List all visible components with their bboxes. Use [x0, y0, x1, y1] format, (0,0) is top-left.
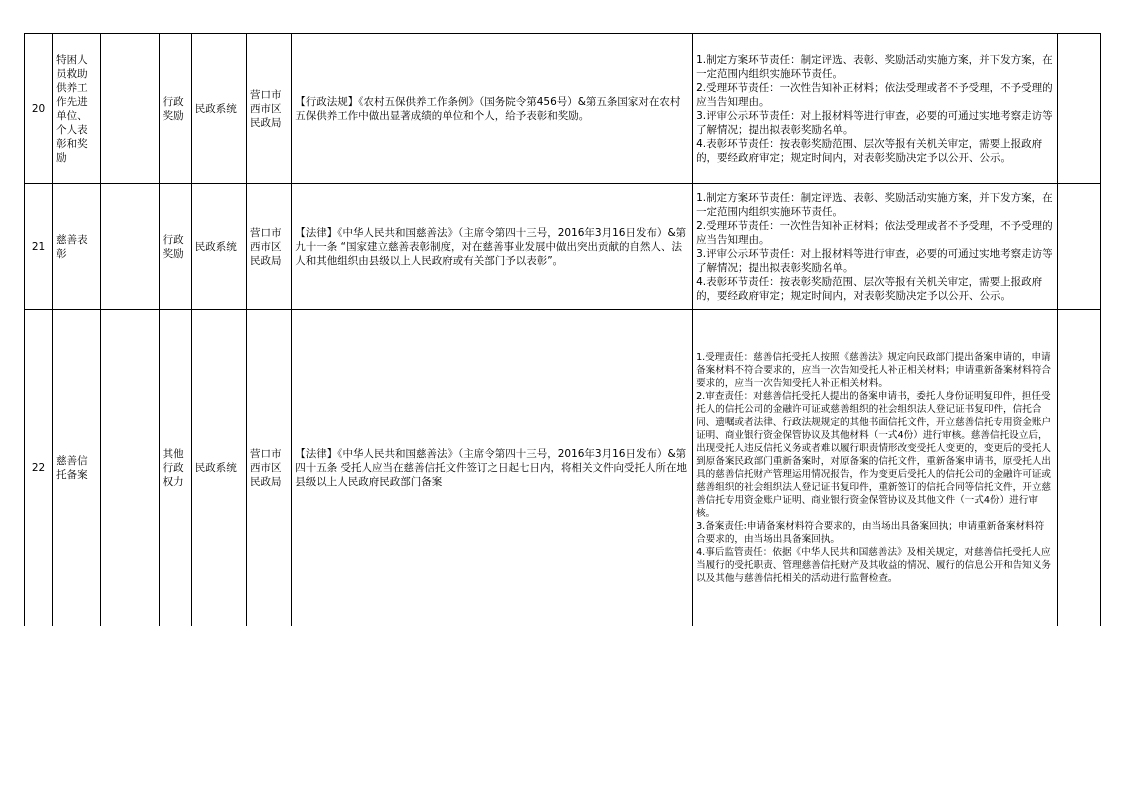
- legal-basis: 【法律】《中华人民共和国慈善法》（主席令第四十三号，2016年3月16日发布）&第四十五条 受托人应当在慈善信托文件签订之日起七日内，将相关文件向受托人所在地县级以上人民政府民政部门备案: [292, 310, 693, 626]
- table-row: [25, 34, 1101, 184]
- row-number: 20: [25, 34, 53, 184]
- duty-item: 4.事后监管责任：依据《中华人民共和国慈善法》及相关规定，对慈善信托受托人应当履行的受托职责、管理慈善信托财产及其收益的情况、履行的信息公开和告知义务以及其他与慈善信托相关的活动进行监督检查。: [696, 546, 1052, 584]
- duty-item: 3.备案责任:申请备案材料符合要求的，由当场出具备案回执；申请重新备案材料符合要求的，由当场出具备案回执。: [696, 520, 1045, 545]
- system-name: 民政系统: [191, 34, 246, 184]
- empty-cell: [1057, 34, 1100, 184]
- duty-item: 1.制定方案环节责任：制定评选、表彰、奖励活动实施方案，并下发方案，在一定范围内组织实施环节责任。: [696, 191, 1053, 218]
- system-name: 民政系统: [191, 184, 246, 310]
- permission-table: [24, 33, 1101, 626]
- empty-cell: [101, 310, 159, 626]
- row-number: 22: [25, 310, 53, 626]
- duty-item: 4.表彰环节责任：按表彰奖励范围、层次等报有关机关审定，需要上报政府的，要经政府审定；规定时间内，对表彰奖励决定予以公开、公示。: [696, 275, 1043, 302]
- duty-item: 3.评审公示环节责任：对上报材料等进行审查，必要的可通过实地考察走访等了解情况；提出拟表彰奖励名单。: [696, 247, 1053, 274]
- department-name: 营口市西市区民政局: [247, 34, 292, 184]
- item-name: 慈善表彰: [53, 184, 101, 310]
- duty-item: 2.受理环节责任：一次性告知补正材料；依法受理或者不予受理，不予受理的应当告知理由。: [696, 219, 1053, 246]
- power-category: 其他行政权力: [159, 310, 191, 626]
- legal-basis: 【行政法规】《农村五保供养工作条例》（国务院令第456号）&第五条国家对在农村五保供养工作中做出显著成绩的单位和个人，给予表彰和奖励。: [292, 34, 693, 184]
- empty-cell: [101, 184, 159, 310]
- empty-cell: [1057, 310, 1100, 626]
- power-category: 行政奖励: [159, 184, 191, 310]
- empty-cell: [101, 34, 159, 184]
- duty-item: 1.受理责任：慈善信托受托人按照《慈善法》规定向民政部门提出备案申请的，申请备案材料不符合要求的，应当一次告知受托人补正相关材料；申请重新备案材料符合要求的，应当一次告知受托人补正相关材料。: [696, 351, 1052, 389]
- row-number: 21: [25, 184, 53, 310]
- duty-list: [693, 34, 1058, 184]
- system-name: 民政系统: [191, 310, 246, 626]
- duty-item: 4.表彰环节责任：按表彰奖励范围、层次等报有关机关审定，需要上报政府的，要经政府审定；规定时间内，对表彰奖励决定予以公开、公示。: [696, 137, 1043, 164]
- duty-list: [693, 184, 1058, 310]
- item-name: 特困人员救助供养工作先进单位、个人表彰和奖励: [53, 34, 101, 184]
- duty-list: [693, 310, 1058, 626]
- duty-item: 2.受理环节责任：一次性告知补正材料；依法受理或者不予受理，不予受理的应当告知理由。: [696, 81, 1053, 108]
- duty-item: 3.评审公示环节责任：对上报材料等进行审查，必要的可通过实地考察走访等了解情况；提出拟表彰奖励名单。: [696, 109, 1053, 136]
- department-name: 营口市西市区民政局: [247, 310, 292, 626]
- department-name: 营口市西市区民政局: [247, 184, 292, 310]
- item-name: 慈善信托备案: [53, 310, 101, 626]
- table-row: [25, 184, 1101, 310]
- duty-item: 2.审查责任：对慈善信托受托人提出的备案申请书，委托人身份证明复印件，担任受托人的信托公司的金融许可证或慈善组织的社会组织法人登记证书复印件，信托合同、遗嘱或者法律、行政法规规定的其他书面信托文件，开立慈善信托专用资金账户证明、商业银行资金保管协议及其他材料（一式4份）进行审核。慈善信托设立后，出现受托人违反信托义务或者难以履行职责情形改变受托人变更的，变更后的受托人到原备案民政部门重新备案时，对原备案的信托文件，重新备案申请书，原受托人出具的慈善信托财产管理运用情况报告，作为变更后受托人的信托公司的金融许可证或慈善组织的社会组织法人登记证书复印件，重新签订的信托合同等信托文件，开立慈善信托专用资金账户证明、商业银行资金保管协议及其他文件（一式4份）进行审核。: [696, 390, 1052, 519]
- empty-cell: [1057, 184, 1100, 310]
- table-row: [25, 310, 1101, 626]
- power-category: 行政奖励: [159, 34, 191, 184]
- duty-item: 1.制定方案环节责任：制定评选、表彰、奖励活动实施方案，并下发方案，在一定范围内组织实施环节责任。: [696, 53, 1053, 80]
- table-body: [25, 34, 1101, 626]
- legal-basis: 【法律】《中华人民共和国慈善法》（主席令第四十三号，2016年3月16日发布）&第九十一条 “国家建立慈善表彰制度，对在慈善事业发展中做出突出贡献的自然人、法人和其他组织由县级以上人民政府或有关部门予以表彰”。: [292, 184, 693, 310]
